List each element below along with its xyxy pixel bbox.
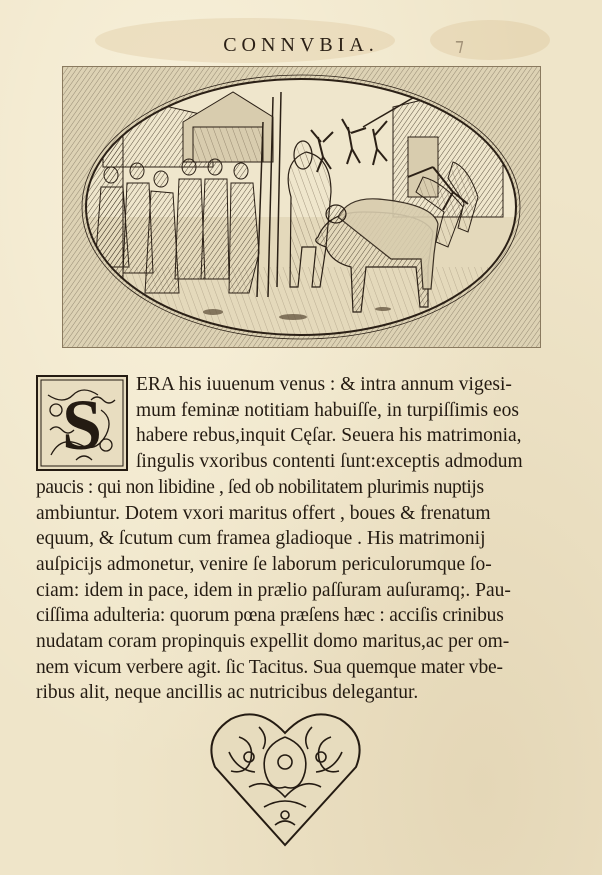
text-line: ERA his iuuenum venus : & intra annum vigesi-: [136, 374, 512, 395]
decorated-initial: [36, 375, 128, 471]
text-line: ribus alit, neque ancillis ac nutricibus delegantur.: [36, 682, 419, 704]
body-text: [36, 372, 536, 706]
engraving-illustration: [63, 67, 540, 347]
text-line: ſingulis vxoribus contenti ſunt:exceptis admodum: [136, 451, 523, 473]
text-line: auſpicijs admonetur, venire ſe laborum periculorumque ſo-: [36, 553, 492, 575]
running-head: CONNVBIA.: [223, 34, 379, 56]
text-line: paucis : qui non libidine , ſed ob nobilitatem plurimis nuptijs: [36, 476, 484, 498]
text-line: ciſſima adulteria: quorum pœna præſens hæc : acciſis crinibus: [36, 605, 504, 627]
drop-cap-letter: S: [61, 385, 103, 465]
heart-ornament: [209, 697, 362, 847]
text-line: ciam: idem in pace, idem in prælio paſſuram auſuramq;. Pau-: [36, 579, 511, 601]
text-line: nem vicum verbere agit. ſic Tacitus. Sua quemque mater vbe-: [36, 656, 503, 678]
text-line: habere rebus,inquit Cęſar. Seuera his matrimonia,: [136, 425, 522, 447]
engraving-plate: [62, 66, 541, 348]
folio-mark: ⁊: [455, 35, 464, 55]
text-line: equum, & ſcutum cum framea gladioque . His matrimonij: [36, 528, 486, 550]
text-line: mum feminæ notitiam habuiſſe, in turpiſſimis eos: [136, 399, 519, 421]
text-line: ambiuntur. Dotem vxori maritus offert , boues & frenatum: [36, 502, 491, 524]
text-line: nudatam coram propinquis expellit domo maritus,ac per om-: [36, 631, 510, 653]
